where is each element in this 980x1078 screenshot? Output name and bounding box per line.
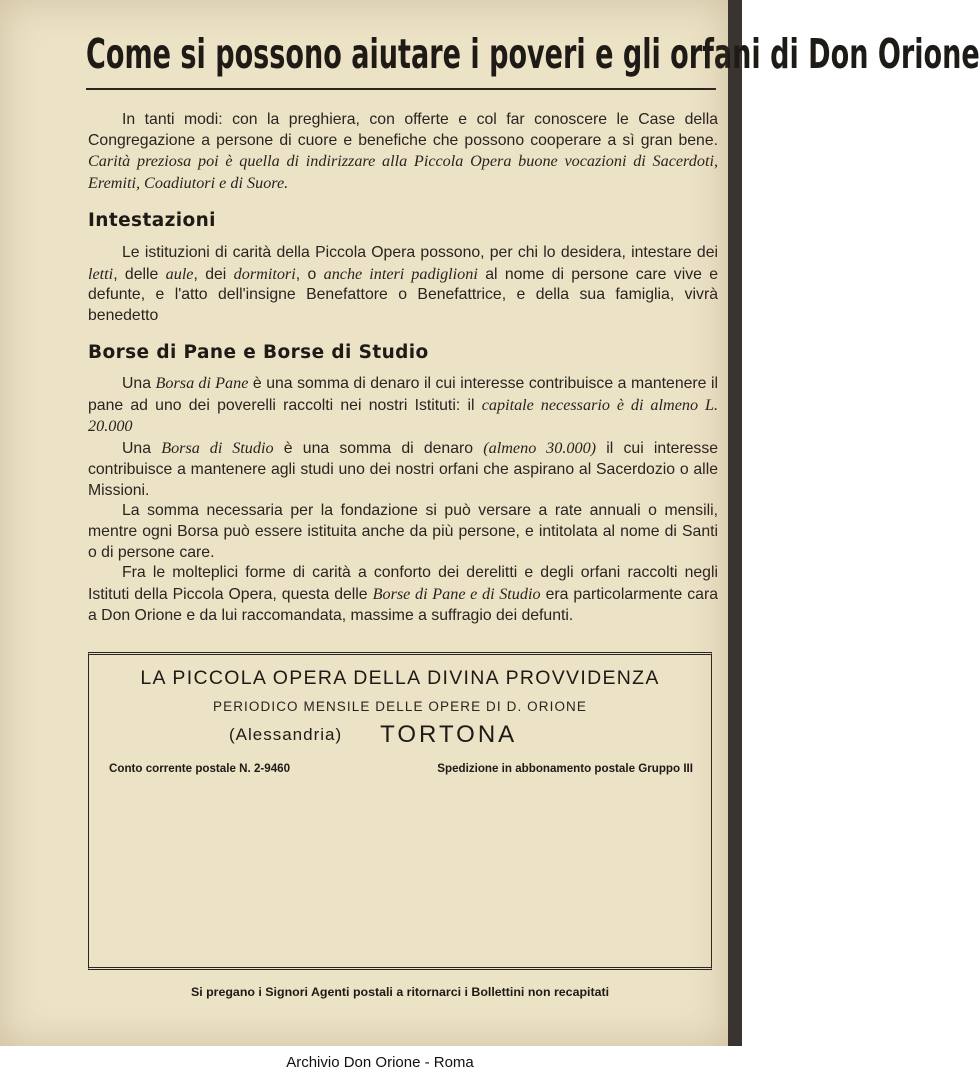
periodical-subtitle: PERIODICO MENSILE DELLE OPERE DI D. ORIONE	[212, 699, 588, 714]
title-rule	[86, 88, 716, 90]
borse-paragraph-2	[88, 438, 718, 501]
intro-italic: Carità preziosa poi è quella di indirizzare alla Piccola Opera buone vocazioni di Sacerdoti, Eremiti, Coadiutori e di Suore.	[88, 152, 718, 193]
borse-p2-text-b: è una somma di denaro	[273, 440, 484, 458]
borse-p2-italic-1: Borsa di Studio	[161, 439, 274, 458]
borse-p1-text-b: è una somma di denaro il cui interesse contribuisce a mantenere il pane ad uno dei poverelli raccolti nei nostri Istituti: il	[88, 375, 718, 414]
intro-text: In tanti modi: con la preghiera, con offerte e col far conoscere le Case della Congregazione a persone di cuore e benefiche che possono cooperare a sì gran bene.	[88, 111, 718, 149]
borse-p4-text-a: Fra le molteplici forme di carità a conforto dei derelitti e degli orfani raccolti negli Istituti della Piccola Opera, questa delle	[88, 564, 718, 604]
intestazioni-italic-3: dormitori	[233, 264, 296, 283]
intestazioni-italic-4: anche interi padiglioni	[323, 264, 478, 283]
return-notice: Si pregano i Signori Agenti postali a ritornarci i Bollettini non recapitati	[190, 985, 610, 999]
borse-p4-italic: Borse di Pane e di Studio	[372, 585, 541, 604]
heading-borse: Borse di Pane e Borse di Studio	[88, 342, 429, 363]
city-label: TORTONA	[380, 721, 518, 748]
borse-p2-text-a: Una	[122, 440, 162, 458]
intestazioni-italic-2: aule	[165, 264, 194, 283]
intestazioni-text-1: Le istituzioni di carità della Piccola Opera possono, per chi lo desidera, intestare dei	[122, 244, 718, 261]
mailing-label-box	[88, 652, 712, 970]
province-label: (Alessandria)	[229, 725, 343, 744]
intro-paragraph	[88, 110, 718, 195]
borse-p2-italic-2: (almeno 30.000)	[483, 439, 597, 458]
borse-paragraph-3: La somma necessaria per la fondazione si può versare a rate annuali o mensili, mentre ogni Borsa può essere istituita anche da più persone, e intitolata al nome di Santi o di persone care.	[88, 502, 718, 561]
intestazioni-text-5: al nome di persone care vive e defunte, e l'atto dell'insigne Benefattore o Benefattrice, e della sua famiglia, vivrà benedetto	[88, 265, 719, 325]
intestazioni-paragraph	[88, 243, 718, 327]
page-title: Come si possono aiutare i poveri e gli orfani di Don Orione	[86, 30, 980, 78]
borse-p1-italic-1: Borsa di Pane	[155, 374, 249, 392]
shipping-note: Spedizione in abbonamento postale Gruppo III	[437, 762, 693, 775]
heading-intestazioni: Intestazioni	[88, 210, 216, 231]
postal-account: Conto corrente postale N. 2-9460	[109, 762, 291, 775]
borse-paragraph-4	[88, 563, 718, 626]
borse-section	[88, 373, 718, 626]
publisher-name: LA PICCOLA OPERA DELLA DIVINA PROVVIDENZA	[140, 667, 660, 689]
borse-p2-text-c: il cui interesse contribuisce a mantenere agli studi uno dei nostri orfani che aspirano al Sacerdozio o alle Missioni.	[88, 440, 719, 499]
archive-caption: Archivio Don Orione - Roma	[286, 1054, 474, 1071]
borse-paragraph-1	[88, 373, 718, 438]
intestazioni-text-3: , dei	[193, 265, 234, 283]
borse-p1-italic-2: capitale necessario è di almeno L. 20.000	[88, 395, 718, 436]
intestazioni-text-2: , delle	[113, 265, 166, 283]
publisher-place	[229, 721, 579, 749]
intestazioni-text-4: , o	[295, 265, 324, 283]
intestazioni-italic-1: letti	[88, 264, 114, 283]
borse-p1-text-a: Una	[122, 375, 156, 392]
borse-p4-text-b: era particolarmente cara a Don Orione e da lui raccomandata, massime a suffragio dei defunti.	[88, 586, 718, 624]
